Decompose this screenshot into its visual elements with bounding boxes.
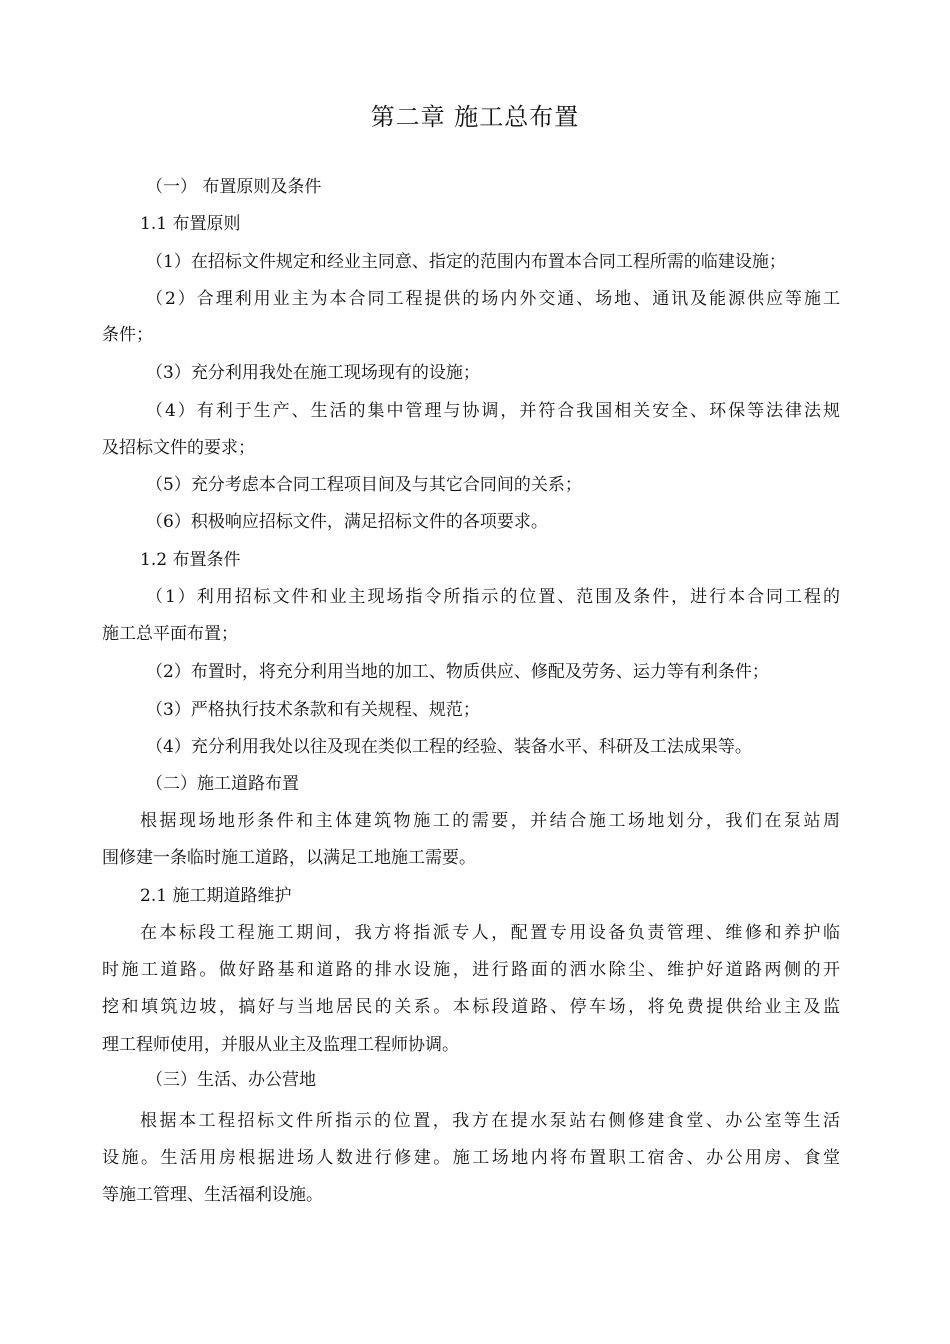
paragraph-line: 等施工管理、生活福利设施。 bbox=[102, 1185, 323, 1205]
paragraph-line: （2）合理利用业主为本合同工程提供的场内外交通、场地、通讯及能源供应等施工 bbox=[146, 289, 840, 309]
paragraph-line: 根据现场地形条件和主体建筑物施工的需要，并结合施工场地划分，我们在泵站周 bbox=[140, 811, 840, 831]
paragraph-line: 理工程师使用，并服从业主及监理工程师协调。 bbox=[102, 1035, 459, 1055]
paragraph-line: （4）有利于生产、生活的集中管理与协调，并符合我国相关安全、环保等法律法规 bbox=[146, 401, 840, 421]
paragraph-line: 挖和填筑边坡，搞好与当地居民的关系。本标段道路、停车场，将免费提供给业主及监 bbox=[102, 997, 840, 1017]
paragraph-line: （5）充分考虑本合同工程项目间及与其它合同间的关系； bbox=[146, 475, 582, 495]
paragraph-line: 设施。生活用房根据进场人数进行修建。施工场地内将布置职工宿舍、办公用房、食堂 bbox=[102, 1148, 840, 1168]
subsection-heading-1-1: 1.1 布置原则 bbox=[140, 214, 241, 234]
subsection-heading-2-1: 2.1 施工期道路维护 bbox=[140, 886, 292, 906]
paragraph-line: 条件； bbox=[102, 325, 153, 345]
paragraph-line: （1）利用招标文件和业主现场指令所指示的位置、范围及条件，进行本合同工程的 bbox=[146, 587, 840, 607]
section-heading-3: （三）生活、办公营地 bbox=[146, 1070, 316, 1090]
subsection-heading-1-2: 1.2 布置条件 bbox=[140, 550, 241, 570]
paragraph-line: 施工总平面布置； bbox=[102, 624, 238, 644]
paragraph-line: 时施工道路。做好路基和道路的排水设施，进行路面的洒水除尘、维护好道路两侧的开 bbox=[102, 960, 840, 980]
paragraph-line: （6）积极响应招标文件，满足招标文件的各项要求。 bbox=[146, 512, 548, 532]
paragraph-line: 在本标段工程施工期间，我方将指派专人，配置专用设备负责管理、维修和养护临 bbox=[140, 923, 840, 943]
section-heading-1: （一） 布置原则及条件 bbox=[146, 177, 322, 197]
paragraph-line: （4）充分利用我处以往及现在类似工程的经验、装备水平、科研及工法成果等。 bbox=[146, 737, 752, 757]
paragraph-line: （3）充分利用我处在施工现场现有的设施； bbox=[146, 363, 480, 383]
paragraph-line: 根据本工程招标文件所指示的位置，我方在提水泵站右侧修建食堂、办公室等生活 bbox=[140, 1111, 840, 1131]
paragraph-line: （2）布置时，将充分利用当地的加工、物质供应、修配及劳务、运力等有利条件； bbox=[146, 662, 769, 682]
paragraph-line: （1）在招标文件规定和经业主同意、指定的范围内布置本合同工程所需的临建设施； bbox=[146, 252, 786, 272]
paragraph-line: 围修建一条临时施工道路，以满足工地施工需要。 bbox=[102, 848, 476, 868]
chapter-title: 第二章 施工总布置 bbox=[370, 103, 580, 131]
paragraph-line: （3）严格执行技术条款和有关规程、规范； bbox=[146, 700, 480, 720]
section-heading-2: （二）施工道路布置 bbox=[146, 774, 299, 794]
paragraph-line: 及招标文件的要求； bbox=[102, 438, 255, 458]
